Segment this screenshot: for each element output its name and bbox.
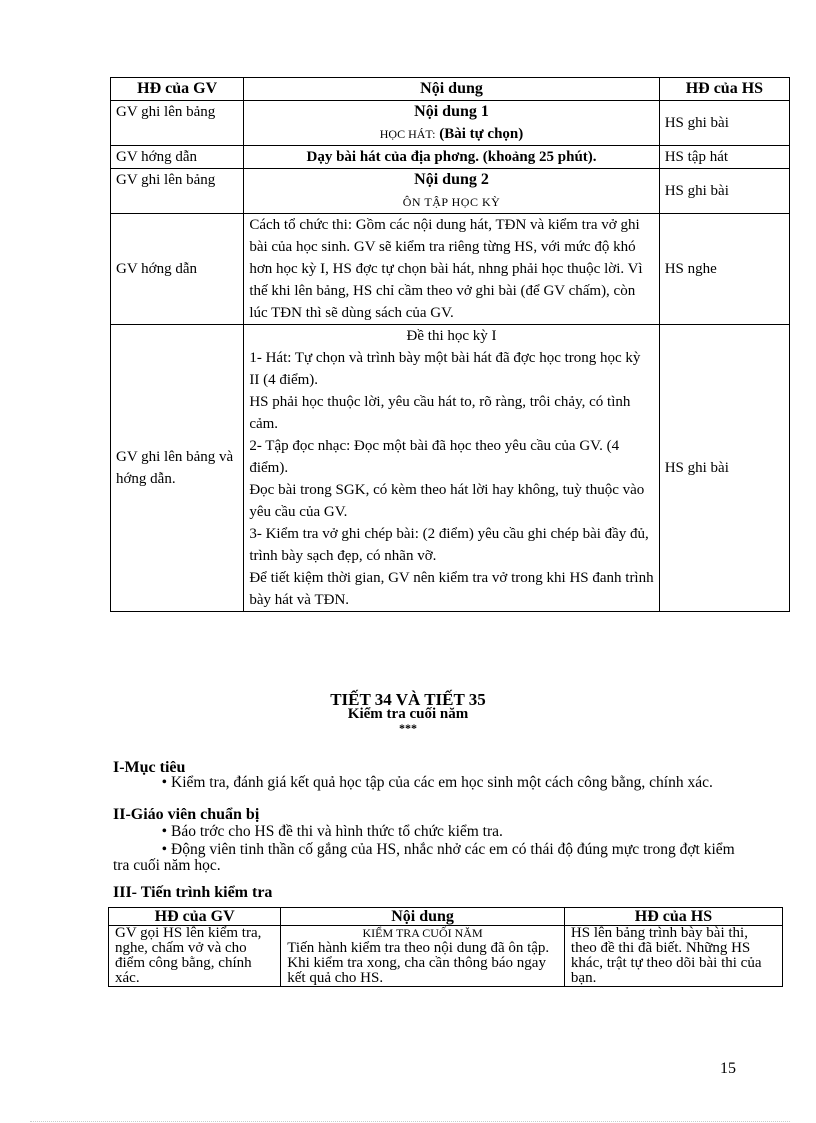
row5-content: [244, 325, 659, 612]
row2-hs: HS tập hát: [659, 146, 789, 169]
row5-heading: Đề thi học kỳ I: [406, 328, 497, 344]
table-header-row: [111, 78, 790, 101]
section1-bullet1: Kiểm tra, đánh giá kết quả học tập của các em học sinh một cách công bằng, chính xác.: [171, 774, 713, 791]
row1-subtitle: [249, 123, 653, 145]
exam-table: [108, 907, 783, 987]
header-content: Nội dung: [281, 908, 565, 926]
row2-content: Dạy bài hát của địa phơng. (khoảng 25 phút).: [244, 146, 659, 169]
row1-sub-prefix: HỌC HÁT:: [379, 127, 436, 141]
exam-hs: HS lên bảng trình bày bài thi, theo đề thi đã biết. Những HS khác, trật tự theo dõi bài thi của bạn.: [564, 926, 782, 987]
row2-gv: GV hớng dẫn: [111, 146, 244, 169]
page-divider: [30, 1121, 790, 1122]
row3-subtitle: ÔN TẬP HỌC KỲ: [402, 195, 501, 209]
row5-p5: 3- Kiểm tra vở ghi chép bài: (2 điểm) yêu cầu ghi chép bài đầy đủ, trình bày sạch đẹp, có nhãn vỡ.: [249, 526, 649, 564]
row4-content: Cách tổ chức thi: Gồm các nội dung hát, TĐN và kiểm tra vở ghi bài của học sinh. GV sẽ kiểm tra riêng từng HS, với mức độ khó hơn học kỳ I, HS đợc tự chọn bài hát, nhng phải học thuộc lời. Vì thế khi lên bảng, HS chỉ cầm theo vở ghi bài (để GV chấm), còn lúc TĐN thì sẽ dùng sách của GV.: [244, 214, 659, 325]
section3-heading: III- Tiến trình kiểm tra: [113, 884, 273, 901]
activity-table: [110, 77, 790, 612]
row5-gv: GV ghi lên bảng và hớng dẫn.: [111, 325, 244, 612]
header-content: Nội dung: [244, 78, 659, 101]
header-hs: HĐ của HS: [659, 78, 789, 101]
header-gv: HĐ của GV: [109, 908, 281, 926]
bullet-icon: •: [161, 823, 167, 840]
table-header-row: [109, 908, 783, 926]
bullet-icon: •: [161, 774, 167, 791]
section2-heading: II-Giáo viên chuẩn bị: [113, 806, 260, 823]
row5-p2: HS phải học thuộc lời, yêu cầu hát to, rõ ràng, trôi chảy, có tình cảm.: [249, 394, 631, 432]
lesson-stars: ***: [399, 721, 417, 735]
table-row: [111, 214, 790, 325]
row5-p4: Đọc bài trong SGK, có kèm theo hát lời hay không, tuỳ thuộc vào yêu cầu của GV.: [249, 482, 645, 520]
header-hs: HĐ của HS: [564, 908, 782, 926]
table-row: [111, 169, 790, 214]
row1-sub-bold: (Bài tự chọn): [435, 126, 524, 142]
lesson-title: TIẾT 34 VÀ TIẾT 35: [330, 690, 486, 709]
section1-heading: I-Mục tiêu: [113, 759, 186, 776]
section2-item-2: [113, 842, 753, 874]
section2-bullet1: Báo trớc cho HS đề thi và hình thức tổ chức kiểm tra.: [171, 823, 503, 840]
exam-gv: GV gọi HS lên kiểm tra, nghe, chấm vở và cho điểm công bằng, chính xác.: [109, 926, 281, 987]
section1-item: [113, 775, 753, 791]
row3-title: Nội dung 2: [414, 171, 489, 188]
section2-bullet2: Động viên tinh thần cố gắng của HS, nhắc nhở các em có thái độ đúng mực trong đợt kiểm tra cuối năm học.: [113, 841, 735, 874]
row1-hs: HS ghi bài: [659, 101, 789, 146]
row5-hs: HS ghi bài: [659, 325, 789, 612]
row1-content: [244, 101, 659, 146]
exam-content-title: KIỂM TRA CUỐI NĂM: [362, 926, 483, 940]
row5-p3: 2- Tập đọc nhạc: Đọc một bài đã học theo yêu cầu của GV. (4 điểm).: [249, 438, 620, 476]
section2-item-1: [113, 824, 753, 840]
table-row: [111, 146, 790, 169]
exam-content-text: Tiến hành kiểm tra theo nội dung đã ôn tập. Khi kiểm tra xong, cha cần thông báo ngay kết quả cho HS.: [287, 940, 550, 986]
row1-title: Nội dung 1: [414, 103, 489, 120]
row1-gv: GV ghi lên bảng: [111, 101, 244, 146]
row3-hs: HS ghi bài: [659, 169, 789, 214]
row5-p1: 1- Hát: Tự chọn và trình bày một bài hát đã đợc học trong học kỳ II (4 điểm).: [249, 350, 641, 388]
header-gv: HĐ của GV: [111, 78, 244, 101]
row3-content: [244, 169, 659, 214]
row4-hs: HS nghe: [659, 214, 789, 325]
table-row: [111, 101, 790, 146]
row4-gv: GV hớng dẫn: [111, 214, 244, 325]
row5-p6: Để tiết kiệm thời gian, GV nên kiểm tra vở trong khi HS đanh trình bày hát và TĐN.: [249, 570, 654, 608]
bullet-icon: •: [161, 841, 167, 858]
table-row: [109, 926, 783, 987]
lesson-subtitle: Kiểm tra cuối năm: [347, 706, 469, 722]
exam-content: [281, 926, 565, 987]
row3-gv: GV ghi lên bảng: [111, 169, 244, 214]
page-number: 15: [720, 1060, 736, 1077]
table-row: [111, 325, 790, 612]
